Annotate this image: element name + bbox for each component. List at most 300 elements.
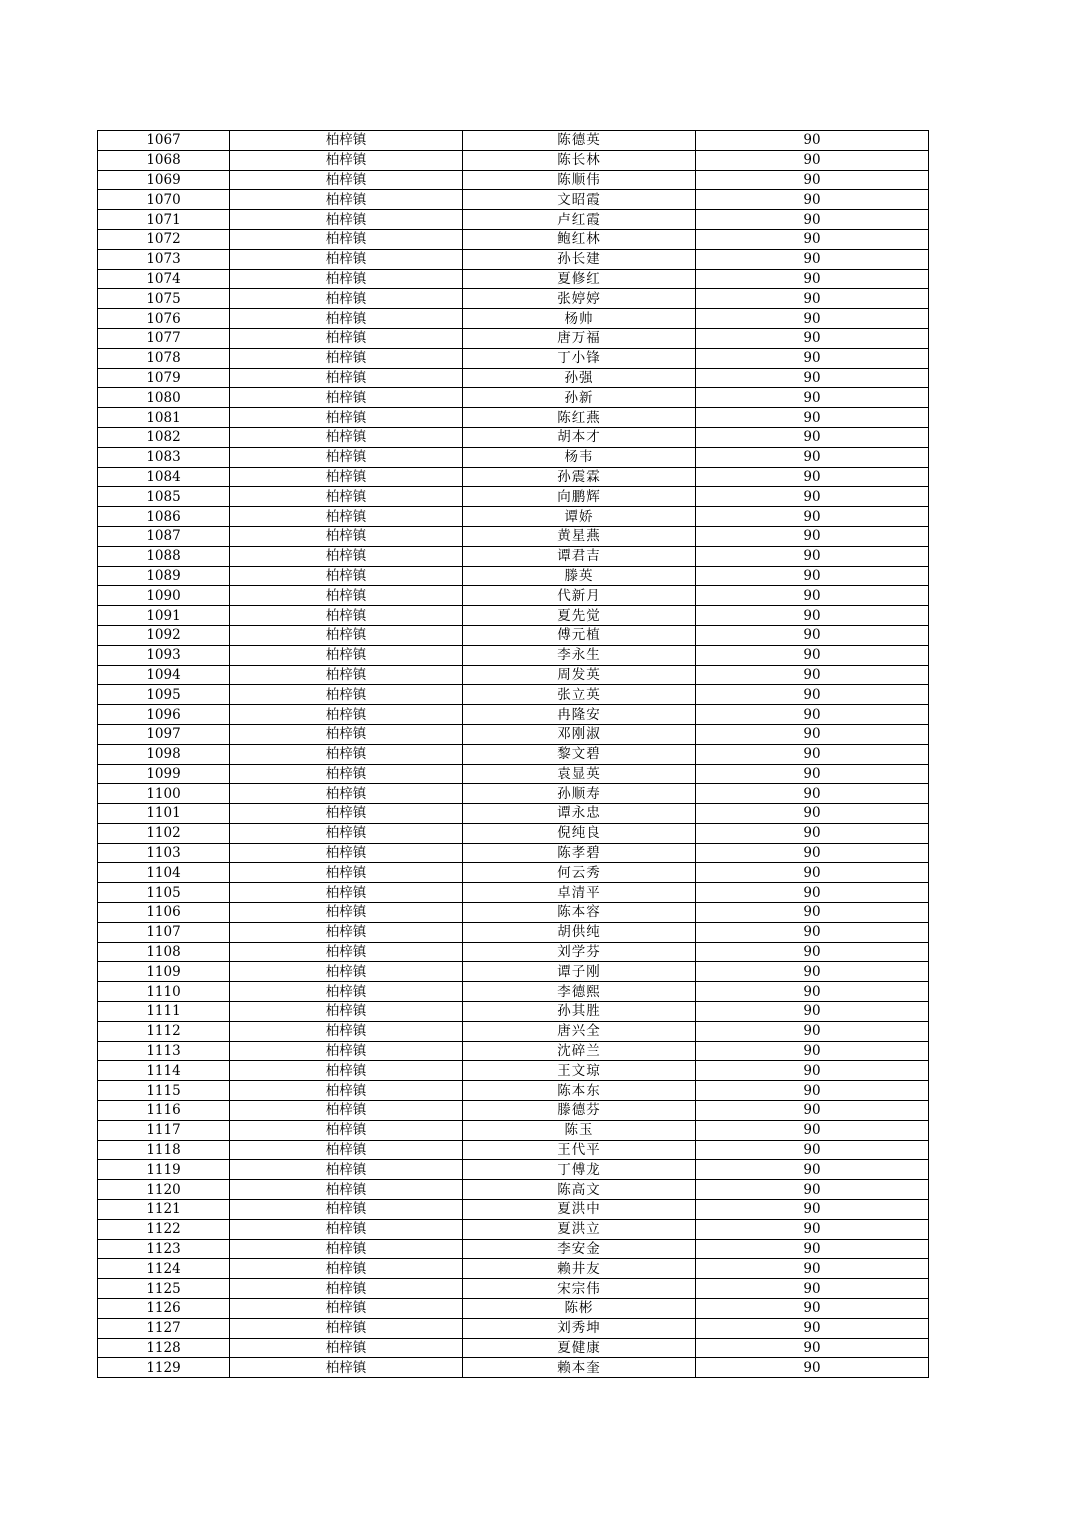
name-cell: 唐兴全: [463, 1021, 696, 1041]
table-row: [98, 1318, 929, 1338]
row-number-cell: 1121: [98, 1200, 230, 1220]
amount-cell: 90: [696, 606, 929, 626]
row-number-cell: 1101: [98, 804, 230, 824]
table-row: [98, 982, 929, 1002]
table-row: [98, 645, 929, 665]
table-row: [98, 170, 929, 190]
name-cell: 唐万福: [463, 328, 696, 348]
town-cell: 柏梓镇: [230, 764, 463, 784]
town-cell: 柏梓镇: [230, 408, 463, 428]
table-row: [98, 1120, 929, 1140]
table-row: [98, 804, 929, 824]
amount-cell: 90: [696, 348, 929, 368]
amount-cell: 90: [696, 1219, 929, 1239]
amount-cell: 90: [696, 1200, 929, 1220]
town-cell: 柏梓镇: [230, 566, 463, 586]
table-row: [98, 1219, 929, 1239]
name-cell: 向鹏辉: [463, 487, 696, 507]
name-cell: 邓刚淑: [463, 724, 696, 744]
table-row: [98, 665, 929, 685]
town-cell: 柏梓镇: [230, 1219, 463, 1239]
town-cell: 柏梓镇: [230, 229, 463, 249]
table-row: [98, 210, 929, 230]
amount-cell: 90: [696, 645, 929, 665]
town-cell: 柏梓镇: [230, 388, 463, 408]
amount-cell: 90: [696, 408, 929, 428]
name-cell: 谭子刚: [463, 962, 696, 982]
name-cell: 陈彬: [463, 1299, 696, 1319]
amount-cell: 90: [696, 843, 929, 863]
table-row: [98, 408, 929, 428]
town-cell: 柏梓镇: [230, 131, 463, 151]
table-row: [98, 368, 929, 388]
name-cell: 卢红霞: [463, 210, 696, 230]
table-row: [98, 1160, 929, 1180]
table-row: [98, 546, 929, 566]
name-cell: 杨韦: [463, 447, 696, 467]
table-row: [98, 625, 929, 645]
row-number-cell: 1072: [98, 229, 230, 249]
row-number-cell: 1098: [98, 744, 230, 764]
row-number-cell: 1123: [98, 1239, 230, 1259]
amount-cell: 90: [696, 1358, 929, 1378]
amount-cell: 90: [696, 1061, 929, 1081]
row-number-cell: 1108: [98, 942, 230, 962]
town-cell: 柏梓镇: [230, 843, 463, 863]
row-number-cell: 1078: [98, 348, 230, 368]
row-number-cell: 1074: [98, 269, 230, 289]
amount-cell: 90: [696, 427, 929, 447]
town-cell: 柏梓镇: [230, 883, 463, 903]
row-number-cell: 1113: [98, 1041, 230, 1061]
amount-cell: 90: [696, 249, 929, 269]
town-cell: 柏梓镇: [230, 1318, 463, 1338]
name-cell: 夏健康: [463, 1338, 696, 1358]
row-number-cell: 1111: [98, 1002, 230, 1022]
name-cell: 陈孝碧: [463, 843, 696, 863]
amount-cell: 90: [696, 1120, 929, 1140]
town-cell: 柏梓镇: [230, 487, 463, 507]
amount-cell: 90: [696, 1318, 929, 1338]
table-row: [98, 1259, 929, 1279]
town-cell: 柏梓镇: [230, 784, 463, 804]
name-cell: 王文琼: [463, 1061, 696, 1081]
table-row: [98, 566, 929, 586]
table-row: [98, 150, 929, 170]
name-cell: 冉隆安: [463, 705, 696, 725]
table-row: [98, 467, 929, 487]
row-number-cell: 1097: [98, 724, 230, 744]
name-cell: 张立英: [463, 685, 696, 705]
town-cell: 柏梓镇: [230, 150, 463, 170]
row-number-cell: 1107: [98, 922, 230, 942]
town-cell: 柏梓镇: [230, 1120, 463, 1140]
amount-cell: 90: [696, 1239, 929, 1259]
row-number-cell: 1117: [98, 1120, 230, 1140]
table-row: [98, 388, 929, 408]
table-row: [98, 744, 929, 764]
name-cell: 胡本才: [463, 427, 696, 447]
row-number-cell: 1099: [98, 764, 230, 784]
amount-cell: 90: [696, 1041, 929, 1061]
amount-cell: 90: [696, 269, 929, 289]
row-number-cell: 1115: [98, 1081, 230, 1101]
amount-cell: 90: [696, 289, 929, 309]
name-cell: 滕英: [463, 566, 696, 586]
amount-cell: 90: [696, 1160, 929, 1180]
table-row: [98, 1081, 929, 1101]
name-cell: 陈红燕: [463, 408, 696, 428]
row-number-cell: 1070: [98, 190, 230, 210]
amount-cell: 90: [696, 1081, 929, 1101]
amount-cell: 90: [696, 1101, 929, 1121]
town-cell: 柏梓镇: [230, 427, 463, 447]
name-cell: 沈碎兰: [463, 1041, 696, 1061]
row-number-cell: 1077: [98, 328, 230, 348]
town-cell: 柏梓镇: [230, 665, 463, 685]
town-cell: 柏梓镇: [230, 705, 463, 725]
town-cell: 柏梓镇: [230, 625, 463, 645]
town-cell: 柏梓镇: [230, 170, 463, 190]
name-cell: 孙顺寿: [463, 784, 696, 804]
table-row: [98, 606, 929, 626]
town-cell: 柏梓镇: [230, 804, 463, 824]
row-number-cell: 1092: [98, 625, 230, 645]
name-cell: 孙震霖: [463, 467, 696, 487]
name-cell: 周发英: [463, 665, 696, 685]
name-cell: 谭娇: [463, 507, 696, 527]
table-row: [98, 348, 929, 368]
amount-cell: 90: [696, 764, 929, 784]
name-cell: 陈高文: [463, 1180, 696, 1200]
name-cell: 倪纯良: [463, 823, 696, 843]
amount-cell: 90: [696, 131, 929, 151]
table-row: [98, 863, 929, 883]
amount-cell: 90: [696, 190, 929, 210]
town-cell: 柏梓镇: [230, 922, 463, 942]
town-cell: 柏梓镇: [230, 507, 463, 527]
amount-cell: 90: [696, 982, 929, 1002]
row-number-cell: 1095: [98, 685, 230, 705]
row-number-cell: 1110: [98, 982, 230, 1002]
town-cell: 柏梓镇: [230, 249, 463, 269]
table-row: [98, 487, 929, 507]
row-number-cell: 1126: [98, 1299, 230, 1319]
town-cell: 柏梓镇: [230, 269, 463, 289]
amount-cell: 90: [696, 922, 929, 942]
town-cell: 柏梓镇: [230, 289, 463, 309]
table-row: [98, 1061, 929, 1081]
amount-cell: 90: [696, 863, 929, 883]
row-number-cell: 1085: [98, 487, 230, 507]
table-row: [98, 883, 929, 903]
town-cell: 柏梓镇: [230, 526, 463, 546]
table-row: [98, 922, 929, 942]
row-number-cell: 1088: [98, 546, 230, 566]
roster-table: [97, 130, 929, 1378]
amount-cell: 90: [696, 1021, 929, 1041]
amount-cell: 90: [696, 1279, 929, 1299]
table-row: [98, 427, 929, 447]
row-number-cell: 1082: [98, 427, 230, 447]
amount-cell: 90: [696, 447, 929, 467]
row-number-cell: 1124: [98, 1259, 230, 1279]
amount-cell: 90: [696, 309, 929, 329]
table-row: [98, 507, 929, 527]
row-number-cell: 1094: [98, 665, 230, 685]
amount-cell: 90: [696, 744, 929, 764]
amount-cell: 90: [696, 942, 929, 962]
roster-sheet: [97, 130, 928, 1378]
table-row: [98, 447, 929, 467]
row-number-cell: 1096: [98, 705, 230, 725]
name-cell: 王代平: [463, 1140, 696, 1160]
table-row: [98, 249, 929, 269]
name-cell: 孙强: [463, 368, 696, 388]
row-number-cell: 1069: [98, 170, 230, 190]
name-cell: 孙新: [463, 388, 696, 408]
name-cell: 陈顺伟: [463, 170, 696, 190]
amount-cell: 90: [696, 1002, 929, 1022]
amount-cell: 90: [696, 724, 929, 744]
table-row: [98, 526, 929, 546]
town-cell: 柏梓镇: [230, 823, 463, 843]
table-row: [98, 586, 929, 606]
name-cell: 卓清平: [463, 883, 696, 903]
amount-cell: 90: [696, 883, 929, 903]
row-number-cell: 1071: [98, 210, 230, 230]
town-cell: 柏梓镇: [230, 1299, 463, 1319]
table-row: [98, 823, 929, 843]
table-row: [98, 1021, 929, 1041]
town-cell: 柏梓镇: [230, 1180, 463, 1200]
row-number-cell: 1076: [98, 309, 230, 329]
row-number-cell: 1073: [98, 249, 230, 269]
table-row: [98, 328, 929, 348]
name-cell: 陈长林: [463, 150, 696, 170]
row-number-cell: 1129: [98, 1358, 230, 1378]
name-cell: 刘学芬: [463, 942, 696, 962]
amount-cell: 90: [696, 586, 929, 606]
name-cell: 夏洪中: [463, 1200, 696, 1220]
row-number-cell: 1105: [98, 883, 230, 903]
table-row: [98, 1358, 929, 1378]
town-cell: 柏梓镇: [230, 1239, 463, 1259]
town-cell: 柏梓镇: [230, 744, 463, 764]
row-number-cell: 1128: [98, 1338, 230, 1358]
town-cell: 柏梓镇: [230, 685, 463, 705]
name-cell: 丁傅龙: [463, 1160, 696, 1180]
table-row: [98, 1239, 929, 1259]
amount-cell: 90: [696, 507, 929, 527]
town-cell: 柏梓镇: [230, 1101, 463, 1121]
table-row: [98, 942, 929, 962]
name-cell: 陈本容: [463, 903, 696, 923]
table-row: [98, 1041, 929, 1061]
amount-cell: 90: [696, 1259, 929, 1279]
amount-cell: 90: [696, 210, 929, 230]
table-row: [98, 764, 929, 784]
amount-cell: 90: [696, 1299, 929, 1319]
row-number-cell: 1087: [98, 526, 230, 546]
amount-cell: 90: [696, 685, 929, 705]
town-cell: 柏梓镇: [230, 863, 463, 883]
row-number-cell: 1119: [98, 1160, 230, 1180]
town-cell: 柏梓镇: [230, 1160, 463, 1180]
name-cell: 夏修红: [463, 269, 696, 289]
table-row: [98, 1180, 929, 1200]
town-cell: 柏梓镇: [230, 1200, 463, 1220]
amount-cell: 90: [696, 705, 929, 725]
table-row: [98, 1279, 929, 1299]
town-cell: 柏梓镇: [230, 586, 463, 606]
row-number-cell: 1100: [98, 784, 230, 804]
amount-cell: 90: [696, 368, 929, 388]
row-number-cell: 1084: [98, 467, 230, 487]
amount-cell: 90: [696, 784, 929, 804]
table-row: [98, 1299, 929, 1319]
town-cell: 柏梓镇: [230, 1021, 463, 1041]
town-cell: 柏梓镇: [230, 1002, 463, 1022]
row-number-cell: 1091: [98, 606, 230, 626]
row-number-cell: 1112: [98, 1021, 230, 1041]
row-number-cell: 1067: [98, 131, 230, 151]
row-number-cell: 1127: [98, 1318, 230, 1338]
name-cell: 黎文碧: [463, 744, 696, 764]
table-row: [98, 685, 929, 705]
amount-cell: 90: [696, 962, 929, 982]
town-cell: 柏梓镇: [230, 1358, 463, 1378]
name-cell: 李永生: [463, 645, 696, 665]
amount-cell: 90: [696, 1338, 929, 1358]
town-cell: 柏梓镇: [230, 1081, 463, 1101]
row-number-cell: 1106: [98, 903, 230, 923]
name-cell: 孙其胜: [463, 1002, 696, 1022]
name-cell: 代新月: [463, 586, 696, 606]
town-cell: 柏梓镇: [230, 210, 463, 230]
row-number-cell: 1089: [98, 566, 230, 586]
amount-cell: 90: [696, 328, 929, 348]
table-row: [98, 705, 929, 725]
table-row: [98, 1101, 929, 1121]
row-number-cell: 1116: [98, 1101, 230, 1121]
row-number-cell: 1118: [98, 1140, 230, 1160]
amount-cell: 90: [696, 566, 929, 586]
town-cell: 柏梓镇: [230, 942, 463, 962]
amount-cell: 90: [696, 526, 929, 546]
name-cell: 胡供纯: [463, 922, 696, 942]
table-row: [98, 784, 929, 804]
row-number-cell: 1093: [98, 645, 230, 665]
table-row: [98, 1200, 929, 1220]
town-cell: 柏梓镇: [230, 309, 463, 329]
table-row: [98, 269, 929, 289]
name-cell: 李德熙: [463, 982, 696, 1002]
name-cell: 夏洪立: [463, 1219, 696, 1239]
table-row: [98, 1140, 929, 1160]
row-number-cell: 1109: [98, 962, 230, 982]
name-cell: 张婷婷: [463, 289, 696, 309]
row-number-cell: 1080: [98, 388, 230, 408]
amount-cell: 90: [696, 1180, 929, 1200]
table-row: [98, 1338, 929, 1358]
amount-cell: 90: [696, 229, 929, 249]
name-cell: 谭君吉: [463, 546, 696, 566]
town-cell: 柏梓镇: [230, 1140, 463, 1160]
name-cell: 陈德英: [463, 131, 696, 151]
row-number-cell: 1103: [98, 843, 230, 863]
name-cell: 丁小锋: [463, 348, 696, 368]
row-number-cell: 1090: [98, 586, 230, 606]
table-row: [98, 903, 929, 923]
name-cell: 谭永忠: [463, 804, 696, 824]
town-cell: 柏梓镇: [230, 328, 463, 348]
amount-cell: 90: [696, 665, 929, 685]
table-row: [98, 131, 929, 151]
table-row: [98, 289, 929, 309]
row-number-cell: 1114: [98, 1061, 230, 1081]
name-cell: 孙长建: [463, 249, 696, 269]
row-number-cell: 1125: [98, 1279, 230, 1299]
amount-cell: 90: [696, 823, 929, 843]
town-cell: 柏梓镇: [230, 368, 463, 388]
town-cell: 柏梓镇: [230, 1259, 463, 1279]
table-row: [98, 962, 929, 982]
town-cell: 柏梓镇: [230, 1041, 463, 1061]
row-number-cell: 1079: [98, 368, 230, 388]
amount-cell: 90: [696, 170, 929, 190]
name-cell: 滕德芬: [463, 1101, 696, 1121]
town-cell: 柏梓镇: [230, 982, 463, 1002]
name-cell: 何云秀: [463, 863, 696, 883]
row-number-cell: 1086: [98, 507, 230, 527]
name-cell: 宋宗伟: [463, 1279, 696, 1299]
amount-cell: 90: [696, 804, 929, 824]
roster-table-body: [98, 131, 929, 1378]
name-cell: 文昭霞: [463, 190, 696, 210]
name-cell: 陈玉: [463, 1120, 696, 1140]
table-row: [98, 229, 929, 249]
town-cell: 柏梓镇: [230, 645, 463, 665]
town-cell: 柏梓镇: [230, 903, 463, 923]
row-number-cell: 1102: [98, 823, 230, 843]
name-cell: 赖井友: [463, 1259, 696, 1279]
town-cell: 柏梓镇: [230, 467, 463, 487]
amount-cell: 90: [696, 546, 929, 566]
table-row: [98, 843, 929, 863]
name-cell: 刘秀坤: [463, 1318, 696, 1338]
town-cell: 柏梓镇: [230, 546, 463, 566]
amount-cell: 90: [696, 150, 929, 170]
amount-cell: 90: [696, 625, 929, 645]
town-cell: 柏梓镇: [230, 1338, 463, 1358]
row-number-cell: 1120: [98, 1180, 230, 1200]
name-cell: 赖本奎: [463, 1358, 696, 1378]
town-cell: 柏梓镇: [230, 447, 463, 467]
row-number-cell: 1068: [98, 150, 230, 170]
town-cell: 柏梓镇: [230, 724, 463, 744]
name-cell: 李安金: [463, 1239, 696, 1259]
name-cell: 鲍红林: [463, 229, 696, 249]
table-row: [98, 309, 929, 329]
row-number-cell: 1083: [98, 447, 230, 467]
town-cell: 柏梓镇: [230, 962, 463, 982]
table-row: [98, 190, 929, 210]
row-number-cell: 1081: [98, 408, 230, 428]
town-cell: 柏梓镇: [230, 348, 463, 368]
amount-cell: 90: [696, 467, 929, 487]
name-cell: 夏先觉: [463, 606, 696, 626]
